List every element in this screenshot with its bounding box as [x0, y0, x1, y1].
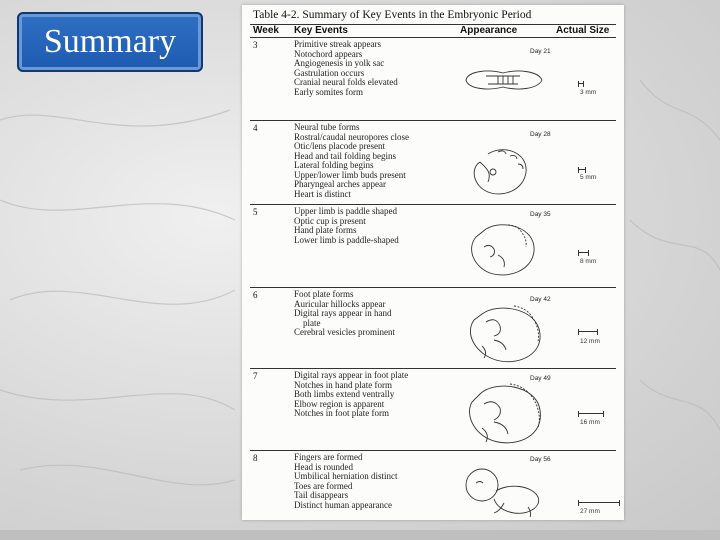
- row-divider: [250, 287, 616, 288]
- slide-title: Summary: [43, 23, 177, 60]
- row-day: Day 42: [530, 296, 551, 303]
- row-week: 4: [253, 123, 258, 133]
- event-item: Digital rays appear in foot plate: [294, 370, 409, 380]
- row-day: Day 35: [530, 211, 551, 218]
- row-day: Day 21: [530, 48, 551, 55]
- event-item: Angiogenesis in yolk sac: [294, 58, 385, 68]
- event-item: Early somites form: [294, 86, 363, 97]
- event-item: Lateral folding begins: [294, 160, 374, 170]
- row-week: 8: [253, 453, 258, 463]
- row-week: 5: [253, 207, 258, 217]
- event-item: Neural tube forms: [294, 122, 360, 132]
- header-appearance: Appearance: [460, 25, 518, 36]
- row-size: 12 mm: [580, 338, 600, 345]
- row-size: 16 mm: [580, 419, 600, 426]
- embryo-drawing: [458, 65, 548, 95]
- row-divider: [250, 450, 616, 451]
- slide-title-box: [17, 12, 203, 72]
- event-item: Cranial neural folds elevated: [294, 77, 398, 87]
- event-item: Both limbs extend ventrally: [294, 389, 395, 399]
- size-scale-bar: [578, 81, 584, 87]
- event-item: Toes are formed: [294, 480, 353, 491]
- table-document: [242, 5, 624, 520]
- event-item: Hand plate forms: [294, 225, 357, 235]
- event-item: plate: [294, 317, 321, 328]
- row-events: [294, 207, 474, 245]
- row-day: Day 28: [530, 131, 551, 138]
- event-item: Notochord appears: [294, 48, 363, 59]
- row-divider: [250, 120, 616, 121]
- size-scale-bar: [578, 250, 589, 256]
- table-title: Table 4-2. Summary of Key Events in the Embryonic Period: [253, 9, 532, 21]
- embryo-drawing: [458, 219, 543, 281]
- embryo-drawing: [458, 142, 538, 202]
- row-events: [294, 290, 474, 338]
- header-top-rule: [250, 24, 616, 25]
- row-events: [294, 40, 474, 97]
- row-day: Day 56: [530, 456, 551, 463]
- event-item: Gastrulation occurs: [294, 67, 365, 78]
- slide-footer-bar: [0, 530, 720, 540]
- size-scale-bar: [578, 411, 604, 417]
- event-item: Otic/lens placode present: [294, 141, 385, 151]
- header-week: Week: [253, 25, 279, 36]
- event-item: Rostral/caudal neuropores close: [294, 131, 409, 142]
- event-item: Upper/lower limb buds present: [294, 169, 406, 180]
- event-item: Notches in foot plate form: [294, 408, 389, 418]
- header-actual-size: Actual Size: [556, 25, 610, 36]
- event-item: Upper limb is paddle shaped: [294, 206, 397, 216]
- event-item: Foot plate forms: [294, 289, 354, 299]
- row-size: 27 mm: [580, 508, 600, 515]
- row-divider: [250, 368, 616, 369]
- header-key-events: Key Events: [294, 25, 348, 36]
- event-item: Heart is distinct: [294, 188, 351, 199]
- event-item: Primitive streak appears: [294, 39, 381, 49]
- event-item: Fingers are formed: [294, 452, 363, 462]
- row-day: Day 49: [530, 375, 551, 382]
- header-bottom-rule: [250, 37, 616, 38]
- row-week: 6: [253, 290, 258, 300]
- row-events: [294, 123, 474, 199]
- row-size: 5 mm: [580, 174, 597, 181]
- size-scale-bar: [578, 500, 620, 506]
- event-item: Optic cup is present: [294, 215, 366, 226]
- event-item: Distinct human appearance: [294, 499, 392, 510]
- event-item: Cerebral vesicles prominent: [294, 327, 395, 337]
- embryo-drawing: [458, 463, 548, 517]
- row-divider: [250, 204, 616, 205]
- event-item: Head is rounded: [294, 461, 353, 472]
- embryo-drawing: [458, 378, 548, 448]
- row-week: 7: [253, 371, 258, 381]
- size-scale-bar: [578, 329, 598, 335]
- embryo-drawing: [458, 300, 548, 368]
- event-item: Elbow region is apparent: [294, 398, 385, 409]
- event-item: Lower limb is paddle-shaped: [294, 234, 399, 245]
- event-item: Digital rays appear in hand: [294, 308, 392, 318]
- row-size: 3 mm: [580, 89, 597, 96]
- event-item: Tail disappears: [294, 490, 349, 500]
- event-item: Auricular hillocks appear: [294, 298, 386, 309]
- row-week: 3: [253, 40, 258, 50]
- event-item: Head and tail folding begins: [294, 150, 396, 161]
- row-events: [294, 453, 474, 510]
- size-scale-bar: [578, 167, 586, 173]
- row-size: 8 mm: [580, 258, 597, 265]
- row-events: [294, 371, 474, 419]
- event-item: Umbilical herniation distinct: [294, 471, 398, 481]
- event-item: Pharyngeal arches appear: [294, 179, 386, 189]
- event-item: Notches in hand plate form: [294, 379, 392, 390]
